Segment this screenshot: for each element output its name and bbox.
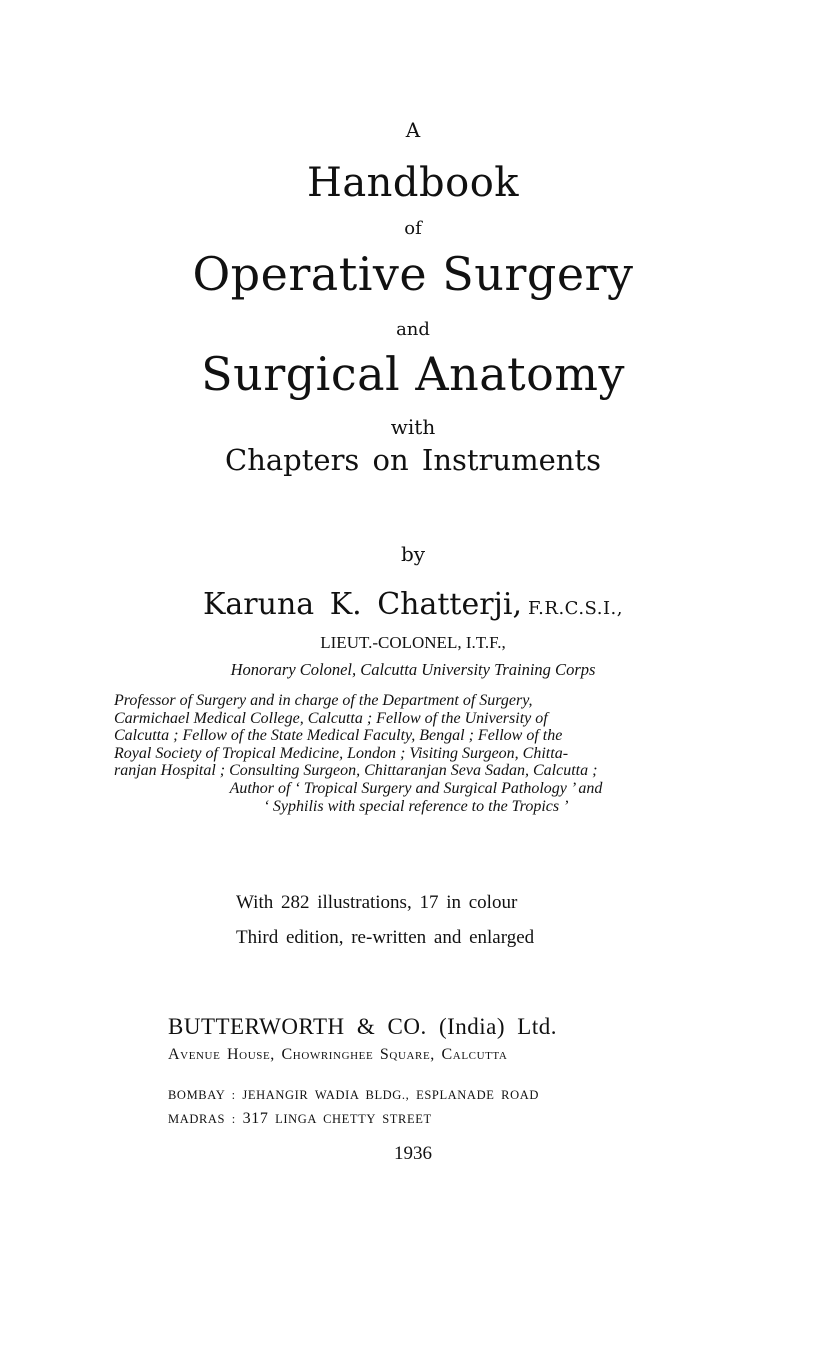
connector-of: of xyxy=(404,218,422,239)
subtitle-chapters-on-instruments: Chapters on Instruments xyxy=(225,443,601,477)
connector-with: with xyxy=(390,415,436,439)
title-operative-surgery: Operative Surgery xyxy=(192,247,634,301)
title-handbook: Handbook xyxy=(306,160,520,206)
madras-number: 317 xyxy=(242,1110,269,1127)
author-honorary: Honorary Colonel, Calcutta University Training Corps xyxy=(230,660,596,679)
branch-madras xyxy=(168,1110,432,1128)
bio-line: ranjan Hospital ; Consulting Surgeon, Chittaranjan Seva Sadan, Calcutta ; xyxy=(114,762,598,779)
author-of-line: ‘ Syphilis with special reference to the Tropics ’ xyxy=(263,797,569,815)
author-line xyxy=(0,587,826,622)
author-of-line: Author of ‘ Tropical Surgery and Surgical Pathology ’ and xyxy=(229,780,603,797)
madras-label: MADRAS : xyxy=(168,1112,236,1126)
publisher-name: BUTTERWORTH & CO. (India) Ltd. xyxy=(168,1014,557,1039)
bombay-address: JEHANGIR WADIA BLDG., ESPLANADE ROAD xyxy=(242,1088,539,1102)
author-name: Karuna K. Chatterji, xyxy=(203,587,522,622)
branch-bombay xyxy=(168,1088,539,1103)
author-bio xyxy=(114,692,718,780)
publication-year: 1936 xyxy=(394,1143,432,1164)
bio-line: Carmichael Medical College, Calcutta ; Fellow of the University of xyxy=(114,709,548,727)
bio-line: Professor of Surgery and in charge of the Department of Surgery, xyxy=(114,692,533,709)
publisher-address: Avenue House, Chowringhee Square, Calcutta xyxy=(168,1046,508,1063)
title-surgical-anatomy: Surgical Anatomy xyxy=(201,347,625,401)
by-label: by xyxy=(400,542,426,566)
bio-line: Calcutta ; Fellow of the State Medical Faculty, Bengal ; Fellow of the xyxy=(114,727,563,744)
madras-address: LINGA CHETTY STREET xyxy=(275,1112,432,1126)
illustrations-note: With 282 illustrations, 17 in colour xyxy=(236,892,518,913)
bombay-label: BOMBAY : xyxy=(168,1088,236,1102)
title-article: A xyxy=(405,118,421,142)
edition-note: Third edition, re-written and enlarged xyxy=(236,927,535,948)
author-degree: F.R.C.S.I., xyxy=(528,598,623,619)
author-rank: LIEUT.-COLONEL, I.T.F., xyxy=(320,633,506,652)
author-of xyxy=(114,780,718,815)
connector-and: and xyxy=(396,319,430,340)
bio-line: Royal Society of Tropical Medicine, London ; Visiting Surgeon, Chitta- xyxy=(114,744,569,762)
